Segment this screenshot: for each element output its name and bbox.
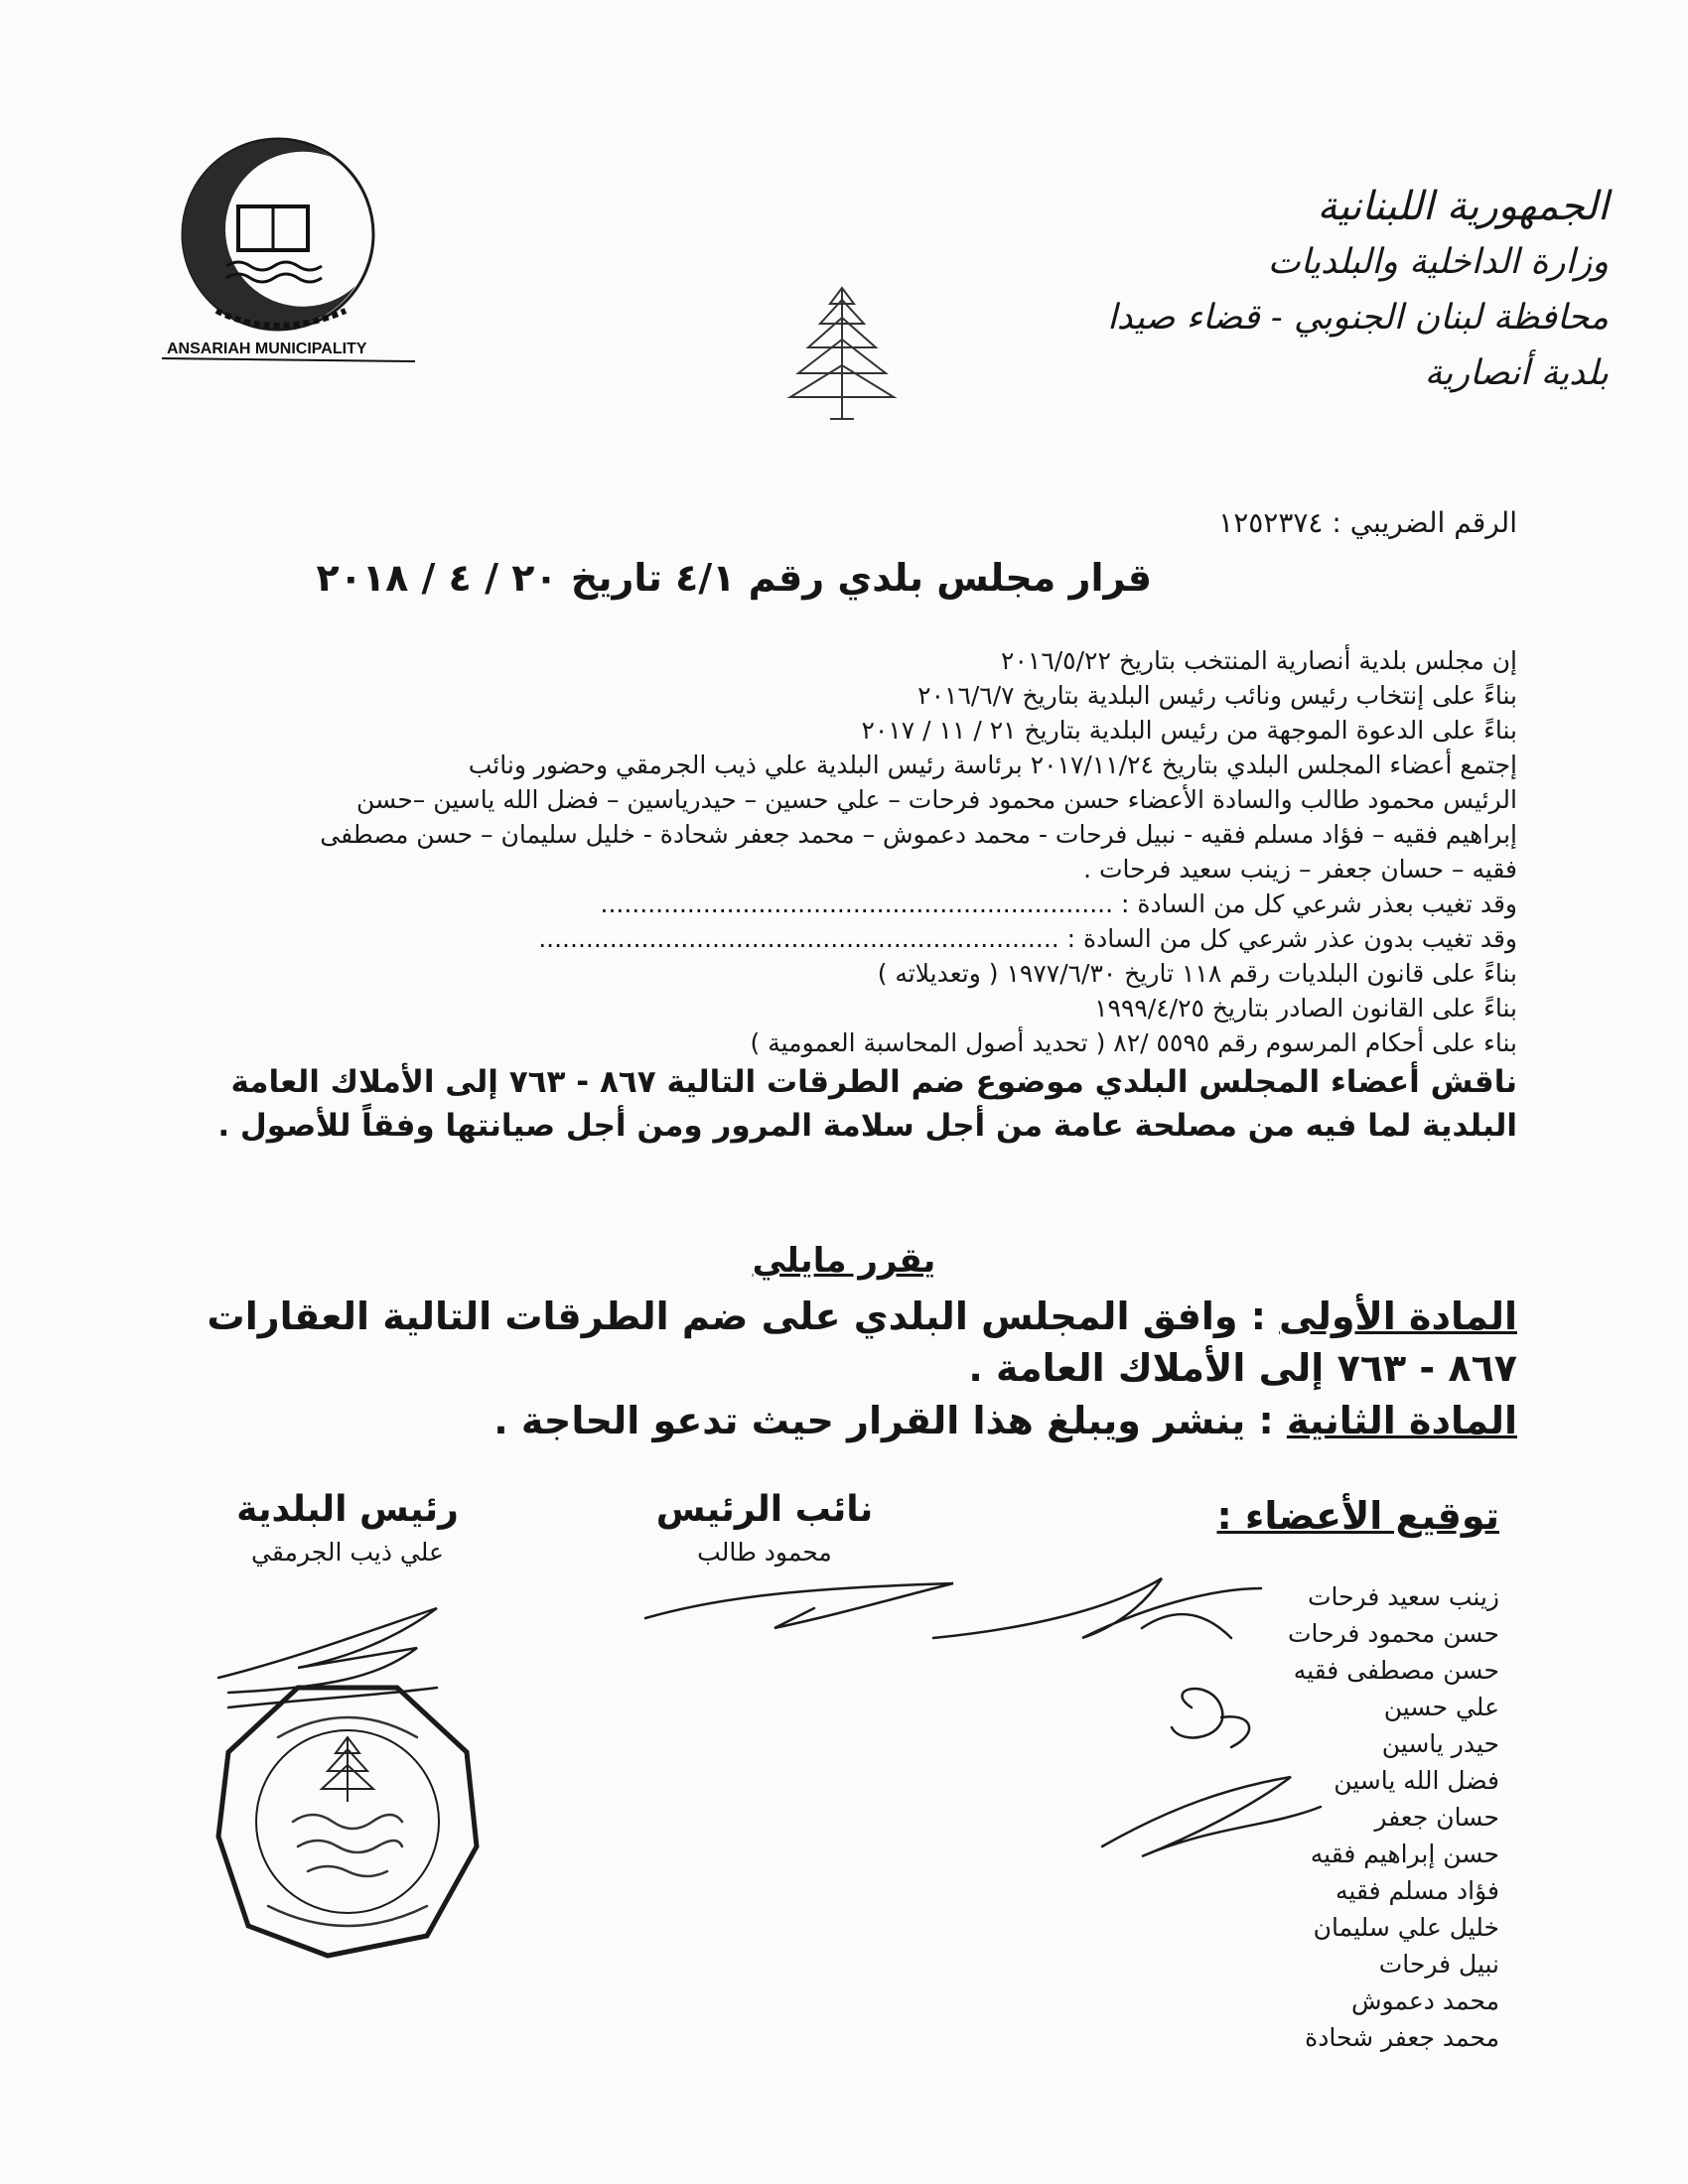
municipality-logo bbox=[157, 117, 425, 375]
decision-body bbox=[167, 643, 1517, 1148]
deputy-title: نائب الرئيس bbox=[655, 1489, 874, 1530]
body-line: فقيه – حسان جعفر – زينب سعيد فرحات . bbox=[1083, 855, 1517, 884]
member-name: نبيل فرحات bbox=[1378, 1950, 1499, 1979]
decides-heading: يقرر مايلي bbox=[752, 1241, 936, 1281]
article-one-label: المادة الأولى bbox=[1279, 1295, 1517, 1338]
members-signature-heading: توقيع الأعضاء : bbox=[1216, 1494, 1499, 1538]
official-stamp bbox=[209, 1678, 487, 1966]
header-republic: الجمهورية اللبنانية bbox=[1317, 184, 1609, 229]
header-ministry: وزارة الداخلية والبلديات bbox=[1267, 242, 1609, 282]
header-municipality: بلدية أنصارية bbox=[1424, 353, 1609, 393]
deputy-signature-scribble bbox=[645, 1583, 953, 1628]
member-name: حسان جعفر bbox=[1374, 1803, 1499, 1832]
mayor-name: علي ذيب الجرمقي bbox=[251, 1538, 444, 1567]
members-list bbox=[1082, 1578, 1499, 2056]
mayor-title: رئيس البلدية bbox=[236, 1489, 459, 1530]
member-name: محمد دعموش bbox=[1351, 1986, 1499, 2015]
stamp-cedar-icon bbox=[322, 1737, 373, 1802]
body-line: بناءً على الدعوة الموجهة من رئيس البلدية بتاريخ ٢١ / ١١ / ٢٠١٧ bbox=[861, 716, 1517, 745]
cedar-emblem-icon bbox=[773, 280, 912, 429]
article-one bbox=[147, 1291, 1517, 1394]
member-name: علي حسين bbox=[1383, 1693, 1499, 1721]
logo-caption: ANSARIAH MUNICIPALITY bbox=[167, 341, 367, 357]
decision-title: قرار مجلس بلدي رقم ٤/١ تاريخ ٢٠ / ٤ / ٢٠١٨ bbox=[316, 556, 1152, 600]
member-name: حسن مصطفى فقيه bbox=[1293, 1656, 1499, 1685]
mayor-signature-block bbox=[228, 1489, 467, 1567]
body-line: وقد تغيب بدون عذر شرعي كل من السادة : .................................................................. bbox=[538, 924, 1517, 953]
article-two bbox=[147, 1395, 1517, 1446]
body-line: بناءً على القانون الصادر بتاريخ ١٩٩٩/٤/٢٥ bbox=[1094, 994, 1517, 1023]
member-name: زينب سعيد فرحات bbox=[1307, 1582, 1499, 1611]
member-name: محمد جعفر شحادة bbox=[1305, 2023, 1499, 2052]
member-name: حسن محمود فرحات bbox=[1287, 1619, 1499, 1648]
body-line: الرئيس محمود طالب والسادة الأعضاء حسن محمود فرحات – علي حسين – حيدرياسين – فضل الله ياسين –حسن bbox=[355, 785, 1517, 814]
member-name: خليل علي سليمان bbox=[1313, 1913, 1499, 1942]
member-name: فضل الله ياسين bbox=[1334, 1766, 1499, 1795]
body-line: إبراهيم فقيه – فؤاد مسلم فقيه - نبيل فرحات - محمد دعموش – محمد جعفر شحادة - خليل سليمان – حسن مصطفى bbox=[320, 820, 1517, 849]
tax-number: الرقم الضريبي : ١٢٥٢٣٧٤ bbox=[1218, 506, 1517, 539]
member-name: فؤاد مسلم فقيه bbox=[1336, 1876, 1499, 1905]
member-name: حسن إبراهيم فقيه bbox=[1310, 1840, 1499, 1868]
body-line: بناءً على قانون البلديات رقم ١١٨ تاريخ ١٩٧٧/٦/٣٠ ( وتعديلاته ) bbox=[877, 959, 1517, 988]
header-authority bbox=[1053, 179, 1609, 401]
body-line: بناءً على إنتخاب رئيس ونائب رئيس البلدية بتاريخ ٢٠١٦/٦/٧ bbox=[917, 681, 1517, 710]
body-line: إن مجلس بلدية أنصارية المنتخب بتاريخ ٢٠١٦/٥/٢٢ bbox=[1001, 646, 1517, 675]
article-one-text: : وافق المجلس البلدي على ضم الطرقات التالية العقارات ٨٦٧ - ٧٦٣ إلى الأملاك العامة . bbox=[207, 1295, 1517, 1390]
deputy-name: محمود طالب bbox=[697, 1538, 832, 1567]
body-line: وقد تغيب بعذر شرعي كل من السادة : ................................................................. bbox=[600, 889, 1517, 918]
discussion-paragraph: ناقش أعضاء المجلس البلدي موضوع ضم الطرقات التالية ٨٦٧ - ٧٦٣ إلى الأملاك العامة البلدية لما فيه من مصلحة عامة من أجل سلامة المرور ومن أجل صيانتها وفقاً للأصول . bbox=[217, 1064, 1517, 1144]
article-two-text: : ينشر ويبلغ هذا القرار حيث تدعو الحاجة . bbox=[493, 1399, 1287, 1442]
article-two-label: المادة الثانية bbox=[1286, 1399, 1517, 1442]
body-line: بناء على أحكام المرسوم رقم ٥٥٩٥ /٨٢ ( تحديد أصول المحاسبة العمومية ) bbox=[750, 1028, 1517, 1057]
member-name: حيدر ياسين bbox=[1381, 1729, 1499, 1758]
deputy-signature-block bbox=[635, 1489, 894, 1567]
body-line: إجتمع أعضاء المجلس البلدي بتاريخ ٢٠١٧/١١/٢٤ برئاسة رئيس البلدية علي ذيب الجرمقي وحضور ونائب bbox=[468, 751, 1517, 779]
header-governorate: محافظة لبنان الجنوبي - قضاء صيدا bbox=[1107, 298, 1609, 338]
